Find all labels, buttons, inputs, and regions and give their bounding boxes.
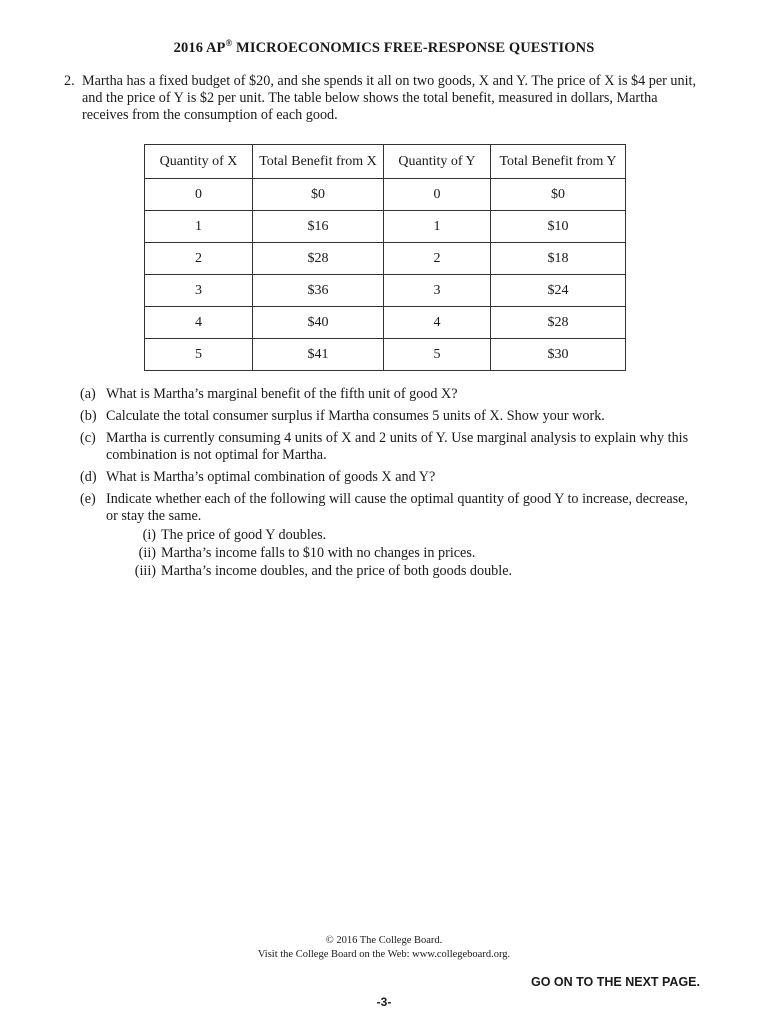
table-cell: $36 [253, 275, 384, 307]
table-cell: $0 [491, 179, 626, 211]
part-e [80, 491, 700, 580]
table-cell: $10 [491, 211, 626, 243]
part-label: (a) [80, 386, 96, 402]
table-cell: $24 [491, 275, 626, 307]
table-cell: $16 [253, 211, 384, 243]
table-cell: $0 [253, 179, 384, 211]
table-cell: 3 [145, 275, 253, 307]
table-cell: $41 [253, 339, 384, 371]
copyright-line: © 2016 The College Board. [325, 935, 443, 946]
table-cell: 0 [145, 179, 253, 211]
header-title-suffix: MICROECONOMICS FREE-RESPONSE QUESTIONS [232, 40, 595, 56]
table-cell: $18 [491, 243, 626, 275]
registered-mark: ® [225, 38, 233, 48]
part-text: What is Martha’s marginal benefit of the fifth unit of good X? [106, 386, 458, 402]
subpart-label: (iii) [134, 563, 156, 579]
question-parts [80, 386, 700, 585]
part-d [80, 469, 700, 486]
table-cell: 0 [384, 179, 491, 211]
subpart-text: Martha’s income falls to $10 with no changes in prices. [161, 545, 476, 561]
part-label: (d) [80, 469, 97, 485]
part-c [80, 430, 700, 464]
table-cell: 5 [384, 339, 491, 371]
part-a [80, 386, 700, 403]
header-quantity-y: Quantity of Y [384, 145, 491, 179]
next-page-notice: GO ON TO THE NEXT PAGE. [530, 975, 700, 989]
part-text: Calculate the total consumer surplus if Martha consumes 5 units of X. Show your work. [106, 408, 605, 424]
subparts-list [106, 527, 700, 580]
part-b [80, 408, 700, 425]
header-title-prefix: 2016 AP [173, 40, 226, 56]
table-row [145, 275, 626, 307]
table-cell: $40 [253, 307, 384, 339]
subpart-label: (i) [142, 527, 156, 543]
part-text: Martha is currently consuming 4 units of X and 2 units of Y. Use marginal analysis to explain why this combination is not optimal for Martha. [106, 430, 689, 463]
table-cell: $30 [491, 339, 626, 371]
subpart-iii [106, 563, 700, 580]
page-number: -3- [376, 995, 392, 1009]
header-benefit-x: Total Benefit from X [253, 145, 384, 179]
visit-line: Visit the College Board on the Web: www.collegeboard.org. [257, 949, 511, 960]
question-number: 2. [64, 73, 75, 89]
header-benefit-y: Total Benefit from Y [491, 145, 626, 179]
part-label: (b) [80, 408, 97, 424]
page-header [0, 38, 768, 57]
part-label: (c) [80, 430, 96, 446]
subpart-text: The price of good Y doubles. [161, 527, 327, 543]
benefit-table [144, 144, 626, 371]
table-cell: 1 [384, 211, 491, 243]
table-cell: 2 [145, 243, 253, 275]
header-quantity-x: Quantity of X [145, 145, 253, 179]
table-cell: 2 [384, 243, 491, 275]
copyright-block [0, 934, 768, 962]
question-text: Martha has a fixed budget of $20, and she spends it all on two goods, X and Y. The price of X is $4 per unit, and the price of Y is $2 per unit. The table below shows the total benefit, measured in dollars, Martha receives from the consumption of each good. [82, 73, 697, 123]
table-cell: $28 [491, 307, 626, 339]
subpart-text: Martha’s income doubles, and the price of both goods double. [161, 563, 513, 579]
table-cell: $28 [253, 243, 384, 275]
table-cell: 5 [145, 339, 253, 371]
subpart-label: (ii) [138, 545, 156, 561]
table-row [145, 339, 626, 371]
table-cell: 1 [145, 211, 253, 243]
table-header-row [145, 145, 626, 179]
part-text: What is Martha’s optimal combination of goods X and Y? [106, 469, 436, 485]
table-cell: 3 [384, 275, 491, 307]
table-cell: 4 [384, 307, 491, 339]
table-row [145, 243, 626, 275]
question-2 [64, 73, 704, 124]
table-row [145, 307, 626, 339]
table-row [145, 211, 626, 243]
table-cell: 4 [145, 307, 253, 339]
subpart-ii [106, 545, 700, 562]
part-text: Indicate whether each of the following will cause the optimal quantity of good Y to increase, decrease, or stay the same. [106, 491, 688, 524]
part-label: (e) [80, 491, 96, 507]
table-row [145, 179, 626, 211]
subpart-i [106, 527, 700, 544]
